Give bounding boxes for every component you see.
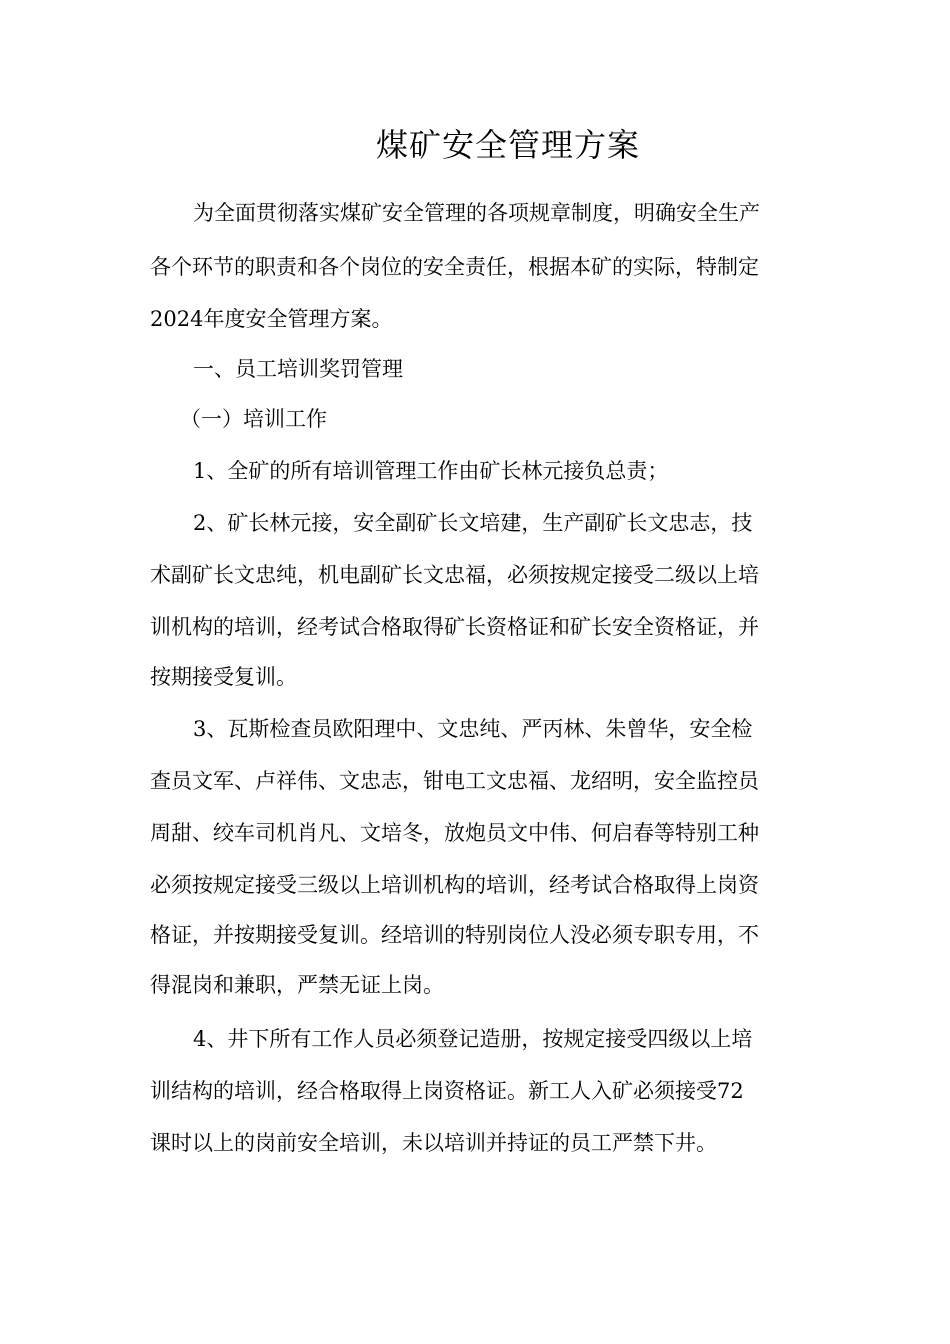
- paragraph-line: 各个环节的职责和各个岗位的安全责任，根据本矿的实际，特制定: [150, 255, 759, 279]
- list-item-line: 训结构的培训，经合格取得上岗资格证。新工人入矿必须接受72: [150, 1079, 744, 1103]
- section-heading: 一、员工培训奖罚管理: [193, 357, 403, 381]
- list-item-line: 2、矿长林元接，安全副矿长文培建，生产副矿长文忠志，技: [193, 511, 753, 535]
- list-item-line: 1、全矿的所有培训管理工作由矿长林元接负总责；: [193, 459, 669, 483]
- paragraph-line: 2024年度安全管理方案。: [150, 307, 393, 331]
- list-item-line: 查员文军、卢祥伟、文忠志，钳电工文忠福、龙绍明，安全监控员: [150, 769, 759, 793]
- list-item-line: 3、瓦斯检查员欧阳理中、文忠纯、严丙林、朱曾华，安全检: [193, 717, 753, 741]
- document-title: 煤矿安全管理方案: [375, 126, 640, 164]
- list-item-line: 按期接受复训。: [150, 665, 297, 689]
- list-item-line: 必须按规定接受三级以上培训机构的培训，经考试合格取得上岗资: [150, 873, 759, 897]
- list-item-line: 课时以上的岗前安全培训，未以培训并持证的员工严禁下井。: [150, 1131, 717, 1155]
- subsection-heading: （一）培训工作: [180, 407, 327, 431]
- list-item-line: 训机构的培训，经考试合格取得矿长资格证和矿长安全资格证，并: [150, 615, 759, 639]
- list-item-line: 周甜、绞车司机肖凡、文培冬，放炮员文中伟、何启春等特别工种: [150, 821, 759, 845]
- list-item-line: 得混岗和兼职，严禁无证上岗。: [150, 973, 444, 997]
- list-item-line: 格证，并按期接受复训。经培训的特别岗位人没必须专职专用，不: [150, 923, 759, 947]
- list-item-line: 4、井下所有工作人员必须登记造册，按规定接受四级以上培: [193, 1027, 753, 1051]
- list-item-line: 术副矿长文忠纯，机电副矿长文忠福，必须按规定接受二级以上培: [150, 563, 759, 587]
- paragraph-line: 为全面贯彻落实煤矿安全管理的各项规章制度，明确安全生产: [193, 201, 760, 225]
